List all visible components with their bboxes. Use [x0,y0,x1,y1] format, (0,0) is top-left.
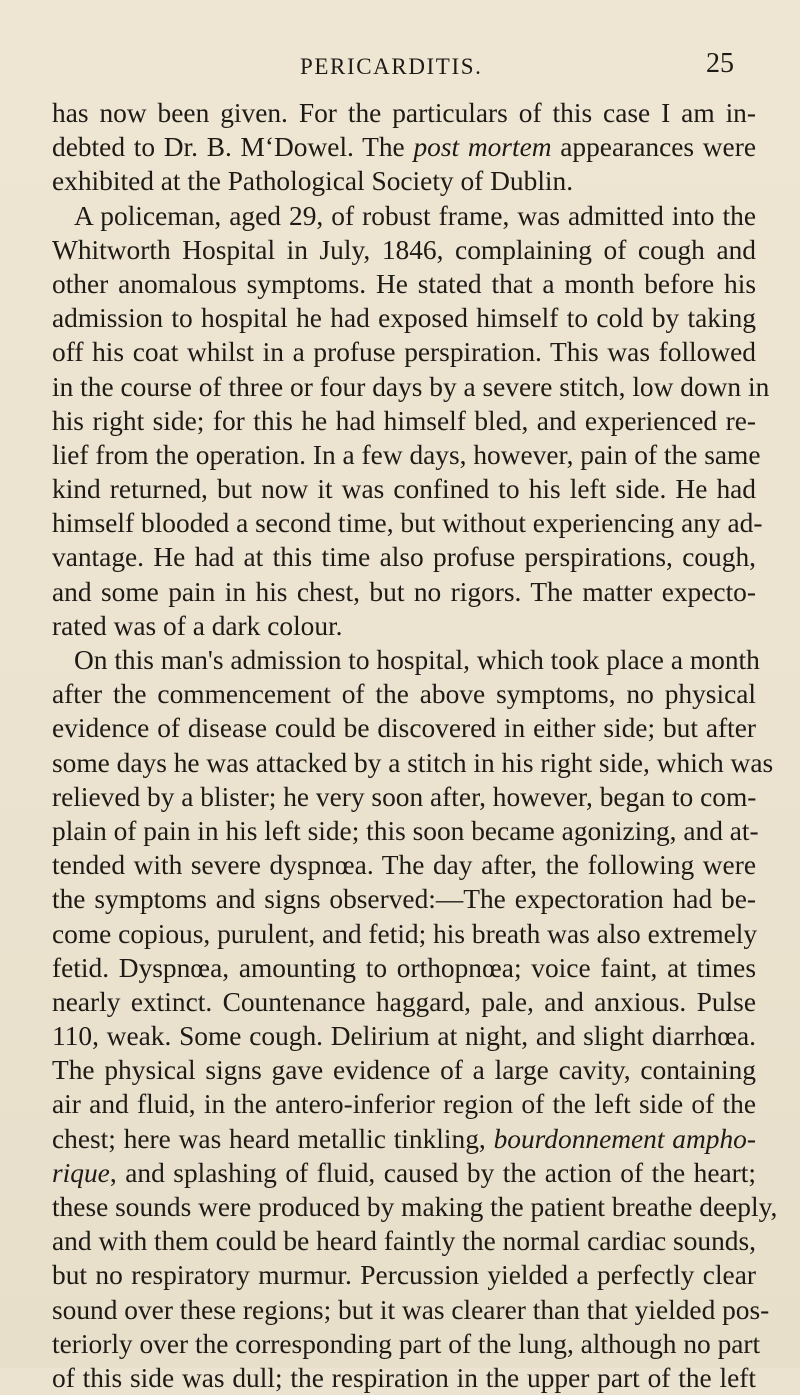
italic-phrase: rique [52,1157,110,1188]
line-text: kind returned, but now it was confined to his left side. He had [52,474,756,505]
text-line [52,677,756,711]
line-text: himself blooded a second time, but without experiencing any ad- [52,508,763,539]
italic-phrase: post mortem [413,132,552,163]
line-text: relieved by a blister; he very soon after, however, began to com- [52,781,757,812]
line-text: lief from the operation. In a few days, however, pain of the same [52,439,761,470]
italic-phrase: bourdonnement ampho- [493,1123,756,1154]
line-text: the symptoms and signs observed:—The expectoration had be- [52,884,756,915]
text-line [52,1190,778,1224]
text-line [52,1053,756,1087]
line-text: air and fluid, in the antero-inferior region of the left side of the [52,1089,756,1120]
line-text: come copious, purulent, and fetid; his breath was also extremely [52,918,758,949]
line-text: A policeman, aged 29, of robust frame, was admitted into the [74,200,756,231]
text-line [52,404,756,438]
text-line [52,164,756,198]
text-line [52,1087,756,1121]
line-text: teriorly over the corresponding part of the lung, although no part [52,1328,761,1359]
line-text: fetid. Dyspnœa, amounting to orthopnœa; voice faint, at times [52,952,756,983]
line-text: his right side; for this he had himself bled, and experienced re- [52,405,756,436]
line-text: admission to hospital he had exposed himself to cold by taking [52,303,756,334]
text-line [52,233,756,267]
text-line [52,199,756,233]
line-text: debted to Dr. B. M‘Dowel. The [52,132,414,163]
line-text: and some pain in his chest, but no rigors. The matter expecto- [52,576,756,607]
line-text: sound over these regions; but it was clearer than that yielded pos- [52,1294,770,1325]
line-text: On this man's admission to hospital, which took place a month [74,645,760,675]
body-text [52,96,778,1395]
running-head [0,48,800,88]
line-text: but no respiratory murmur. Percussion yielded a perfectly clear [52,1260,756,1291]
line-text: in the course of three or four days by a severe stitch, low down in [52,371,770,402]
text-line [52,301,756,335]
text-line [52,1122,756,1156]
line-text: other anomalous symptoms. He stated that a month before his [52,268,756,299]
text-line [52,575,756,609]
line-text: these sounds were produced by making the patient breathe deeply, [52,1192,778,1222]
line-text: chest; here was heard metallic tinkling, [52,1123,494,1154]
text-line [52,130,756,164]
text-line [52,609,756,643]
line-text: and with them could be heard faintly the normal cardiac sounds, [52,1226,756,1257]
text-line [52,267,756,301]
running-title: PERICARDITIS. [300,54,483,79]
line-text: 110, weak. Some cough. Delirium at night, and slight diarrhœa. [52,1021,756,1052]
line-text: has now been given. For the particulars of this case I am in- [52,98,756,128]
line-text: nearly extinct. Countenance haggard, pale, and anxious. Pulse [52,986,756,1017]
line-text: Whitworth Hospital in July, 1846, complaining of cough and [52,234,756,265]
text-line [52,1327,761,1361]
line-text: rated was of a dark colour. [52,610,343,641]
text-line [52,1258,756,1292]
text-line [52,780,756,814]
text-line [52,438,761,472]
line-text: of this side was dull; the respiration in the upper part of the left [52,1362,756,1393]
text-line [52,506,763,540]
text-line [52,711,756,745]
line-text: vantage. He had at this time also profuse perspirations, cough, [52,542,756,573]
line-text: after the commencement of the above symptoms, no physical [52,679,756,710]
line-text: exhibited at the Pathological Society of Dublin. [52,166,574,197]
text-line [52,472,756,506]
line-text: tended with severe dyspnœa. The day after, the following were [52,850,756,881]
line-text: evidence of disease could be discovered in either side; but after [52,713,756,744]
text-line [52,370,770,404]
text-line [52,985,756,1019]
line-text: plain of pain in his left side; this soon became agonizing, and at- [52,815,759,846]
text-line [52,951,756,985]
text-line [52,848,756,882]
text-line [52,540,756,574]
text-line [52,882,756,916]
line-text: The physical signs gave evidence of a large cavity, containing [52,1055,756,1086]
text-line [52,746,774,780]
text-line [52,1361,756,1395]
text-line [52,643,760,677]
line-text: some days he was attacked by a stitch in his right side, which was [52,747,774,778]
text-line [52,1019,756,1053]
line-text-after: , and splashing of fluid, caused by the action of the heart; [109,1157,756,1188]
text-line [52,1224,756,1258]
line-text-after: appearances were [551,132,756,163]
text-line [52,335,756,369]
page-number: 25 [706,48,734,79]
text-line [52,814,759,848]
line-text: off his coat whilst in a profuse perspiration. This was followed [52,337,756,368]
text-line [52,1156,756,1190]
text-line [52,1293,770,1327]
text-line [52,917,756,951]
text-line [52,96,756,130]
